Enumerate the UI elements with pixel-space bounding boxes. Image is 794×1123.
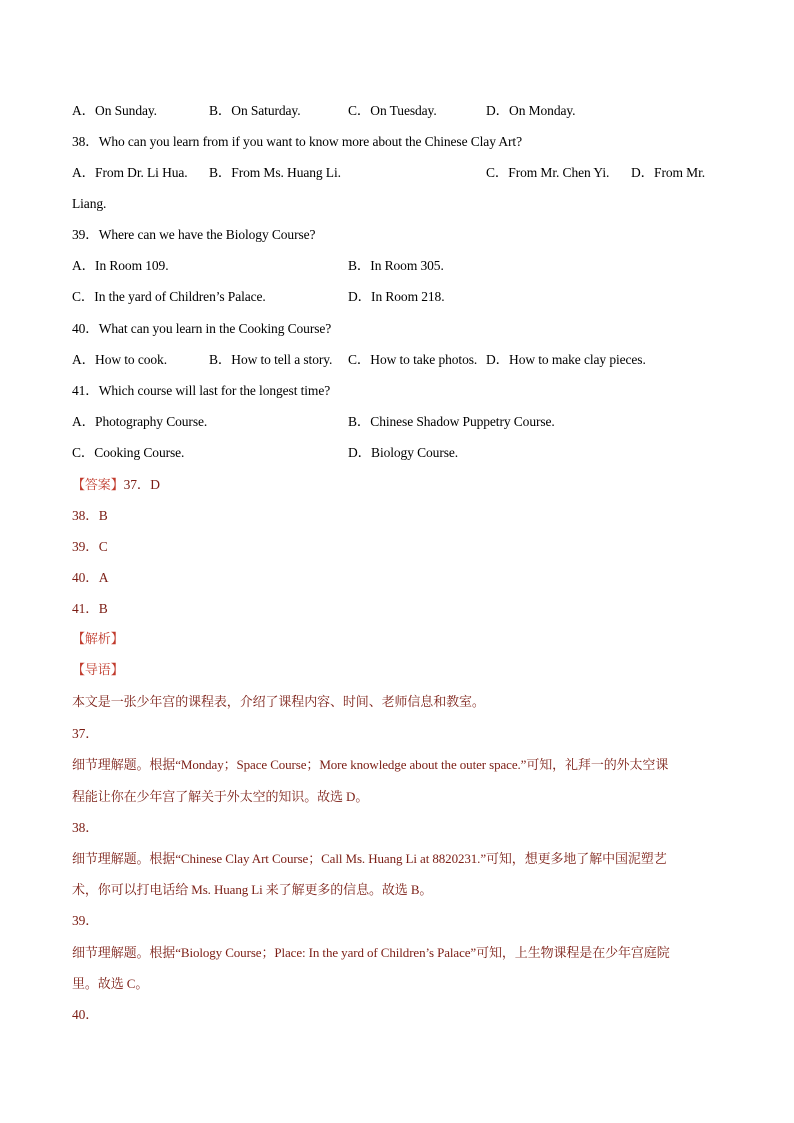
analysis-37-number: 37．: [72, 726, 99, 741]
q37-option-c: C．On Tuesday.: [348, 103, 437, 118]
analysis-38-line2: 术，你可以打电话给 Ms. Huang Li 来了解更多的信息。故选 B。: [72, 882, 433, 897]
q38-option-b: B．From Ms. Huang Li.: [209, 165, 341, 180]
answer-40: 40．A: [72, 570, 109, 585]
answer-41: 41．B: [72, 601, 108, 616]
q41-option-a: A．Photography Course.: [72, 414, 208, 429]
q39-option-d: D．In Room 218.: [348, 289, 445, 304]
answer-label: 【答案】: [72, 478, 124, 493]
intro-label: 【导语】: [72, 663, 124, 678]
analysis-38-line1: 细节理解题。根据“Chinese Clay Art Course；Call Ms. Huang Li at 8820231.”可知，想更多地了解中国泥塑艺: [72, 851, 667, 866]
q37-option-a: A．On Sunday.: [72, 103, 157, 118]
analysis-label: 【解析】: [72, 632, 124, 647]
answer-37: 37．D: [123, 477, 160, 492]
q38-option-c: C．From Mr. Chen Yi.: [486, 165, 610, 180]
q40-option-a: A．How to cook.: [72, 352, 167, 367]
answer-39: 39．C: [72, 539, 108, 554]
answer-line: [72, 476, 160, 495]
q40-stem: 40．What can you learn in the Cooking Course?: [72, 321, 332, 336]
q38-option-d-wrap: Liang.: [72, 196, 107, 211]
q39-option-a: A．In Room 109.: [72, 258, 169, 273]
analysis-39-number: 39．: [72, 913, 99, 928]
q41-option-d: D．Biology Course.: [348, 445, 459, 460]
q40-option-d: D．How to make clay pieces.: [486, 352, 646, 367]
q37-option-d: D．On Monday.: [486, 103, 576, 118]
q38-option-a: A．From Dr. Li Hua.: [72, 165, 188, 180]
q38-stem: 38．Who can you learn from if you want to know more about the Chinese Clay Art?: [72, 134, 522, 149]
intro-text: 本文是一张少年宫的课程表，介绍了课程内容、时间、老师信息和教室。: [72, 695, 485, 710]
q37-option-b: B．On Saturday.: [209, 103, 301, 118]
q39-option-b: B．In Room 305.: [348, 258, 444, 273]
q38-option-d: D．From Mr.: [631, 165, 706, 180]
q39-stem: 39．Where can we have the Biology Course?: [72, 227, 316, 242]
analysis-38-number: 38．: [72, 820, 99, 835]
q41-option-b: B．Chinese Shadow Puppetry Course.: [348, 414, 555, 429]
answer-38: 38．B: [72, 508, 108, 523]
analysis-39-line2: 里。故选 C。: [72, 976, 149, 991]
q40-option-b: B．How to tell a story.: [209, 352, 333, 367]
analysis-39-line1: 细节理解题。根据“Biology Course；Place: In the yard of Children’s Palace”可知，上生物课程是在少年宫庭院: [72, 945, 670, 960]
analysis-40-number: 40．: [72, 1007, 99, 1022]
q40-option-c: C．How to take photos.: [348, 352, 478, 367]
q39-option-c: C．In the yard of Children’s Palace.: [72, 289, 266, 304]
analysis-37-line1: 细节理解题。根据“Monday；Space Course；More knowledge about the outer space.”可知，礼拜一的外太空课: [72, 757, 669, 772]
q41-stem: 41．Which course will last for the longest time?: [72, 383, 331, 398]
q41-option-c: C．Cooking Course.: [72, 445, 185, 460]
analysis-37-line2: 程能让你在少年宫了解关于外太空的知识。故选 D。: [72, 789, 369, 804]
